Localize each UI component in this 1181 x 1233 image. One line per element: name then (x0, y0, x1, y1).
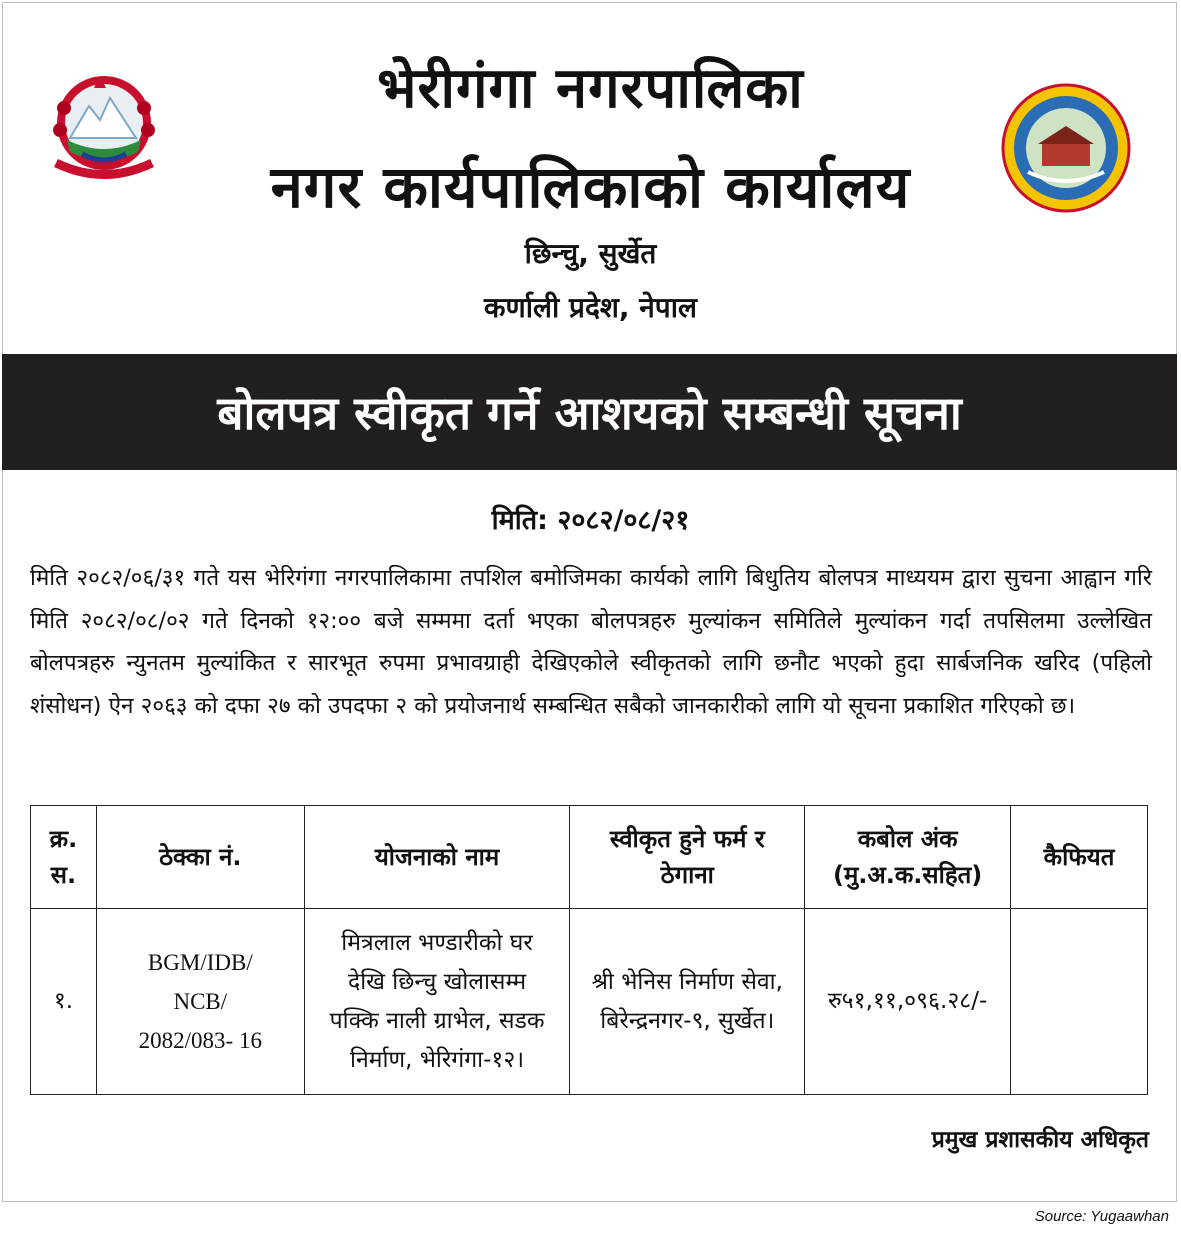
table-header-row (31, 806, 1148, 909)
cell-remarks (1011, 909, 1148, 1095)
notice-title: बोलपत्र स्वीकृत गर्ने आशयको सम्बन्धी सूचना (217, 386, 962, 440)
cell-serial-number: १. (31, 909, 97, 1095)
notice-body: मिति २०८२/०६/३१ गते यस भेरिगंगा नगरपालिकामा तपशिल बमोजिमका कार्यको लागि बिधुतिय बोलपत्र माध्ययम द्वारा सुचना आह्वान गरि मिति २०८२/०८/०२ गते दिनको १२:०० बजे सम्ममा दर्ता भएका बोलपत्रहरु मुल्यांकन समितिले मुल्यांकन गर्दा तपसिलमा उल्लेखित बोलपत्रहरु न्युनतम मुल्यांकित र सारभूत रुपमा प्रभावग्राही देखिएकोले स्वीकृतको लागि छनौट भएको हुदा सार्बजनिक खरिद (पहिलो शंसोधन) ऐन २०६३ को दफा २७ को उपदफा २ को प्रयोजनार्थ सम्बन्धित सबैको जानकारीको लागि यो सूचना प्रकाशित गरिएको छ। (30, 565, 1152, 719)
cell-contract-number: BGM/IDB/ NCB/ 2082/083- 16 (96, 909, 304, 1095)
notice-title-banner (2, 354, 1177, 470)
header-contract-number: ठेक्का नं. (96, 806, 304, 909)
header-project-name: योजनाको नाम (304, 806, 570, 909)
address-line-2: कर्णाली प्रदेश, नेपाल (484, 291, 697, 324)
header-serial-number: क्र. स. (31, 806, 97, 909)
signatory-title: प्रमुख प्रशासकीय अधिकृत (931, 1127, 1149, 1153)
source-credit: Source: Yugaawhan (1034, 1208, 1169, 1225)
header-firm-address: स्वीकृत हुने फर्म र ठेगाना (570, 806, 805, 909)
cell-bid-amount: रु५१,११,०९६.२८/- (805, 909, 1011, 1095)
header-bid-amount: कबोल अंक (मु.अ.क.सहित) (805, 806, 1011, 909)
header-remarks: कैफियत (1011, 806, 1148, 909)
tender-table (30, 805, 1148, 1095)
municipality-name: भेरीगंगा नगरपालिका (377, 56, 804, 121)
notice-date: मिति: २०८२/०८/२१ (491, 505, 690, 536)
address-line-1: छिन्चु, सुर्खेत (524, 237, 657, 270)
cell-project-name: मित्रलाल भण्डारीको घर देखि छिन्चु खोलासम्म पक्कि नाली ग्राभेल, सडक निर्माण, भेरिगंगा-१२। (304, 909, 570, 1095)
cell-firm-address: श्री भेनिस निर्माण सेवा, बिरेन्द्रनगर-९, सुर्खेत। (570, 909, 805, 1095)
office-name: नगर कार्यपालिकाको कार्यालय (270, 153, 911, 221)
table-row (31, 909, 1148, 1095)
